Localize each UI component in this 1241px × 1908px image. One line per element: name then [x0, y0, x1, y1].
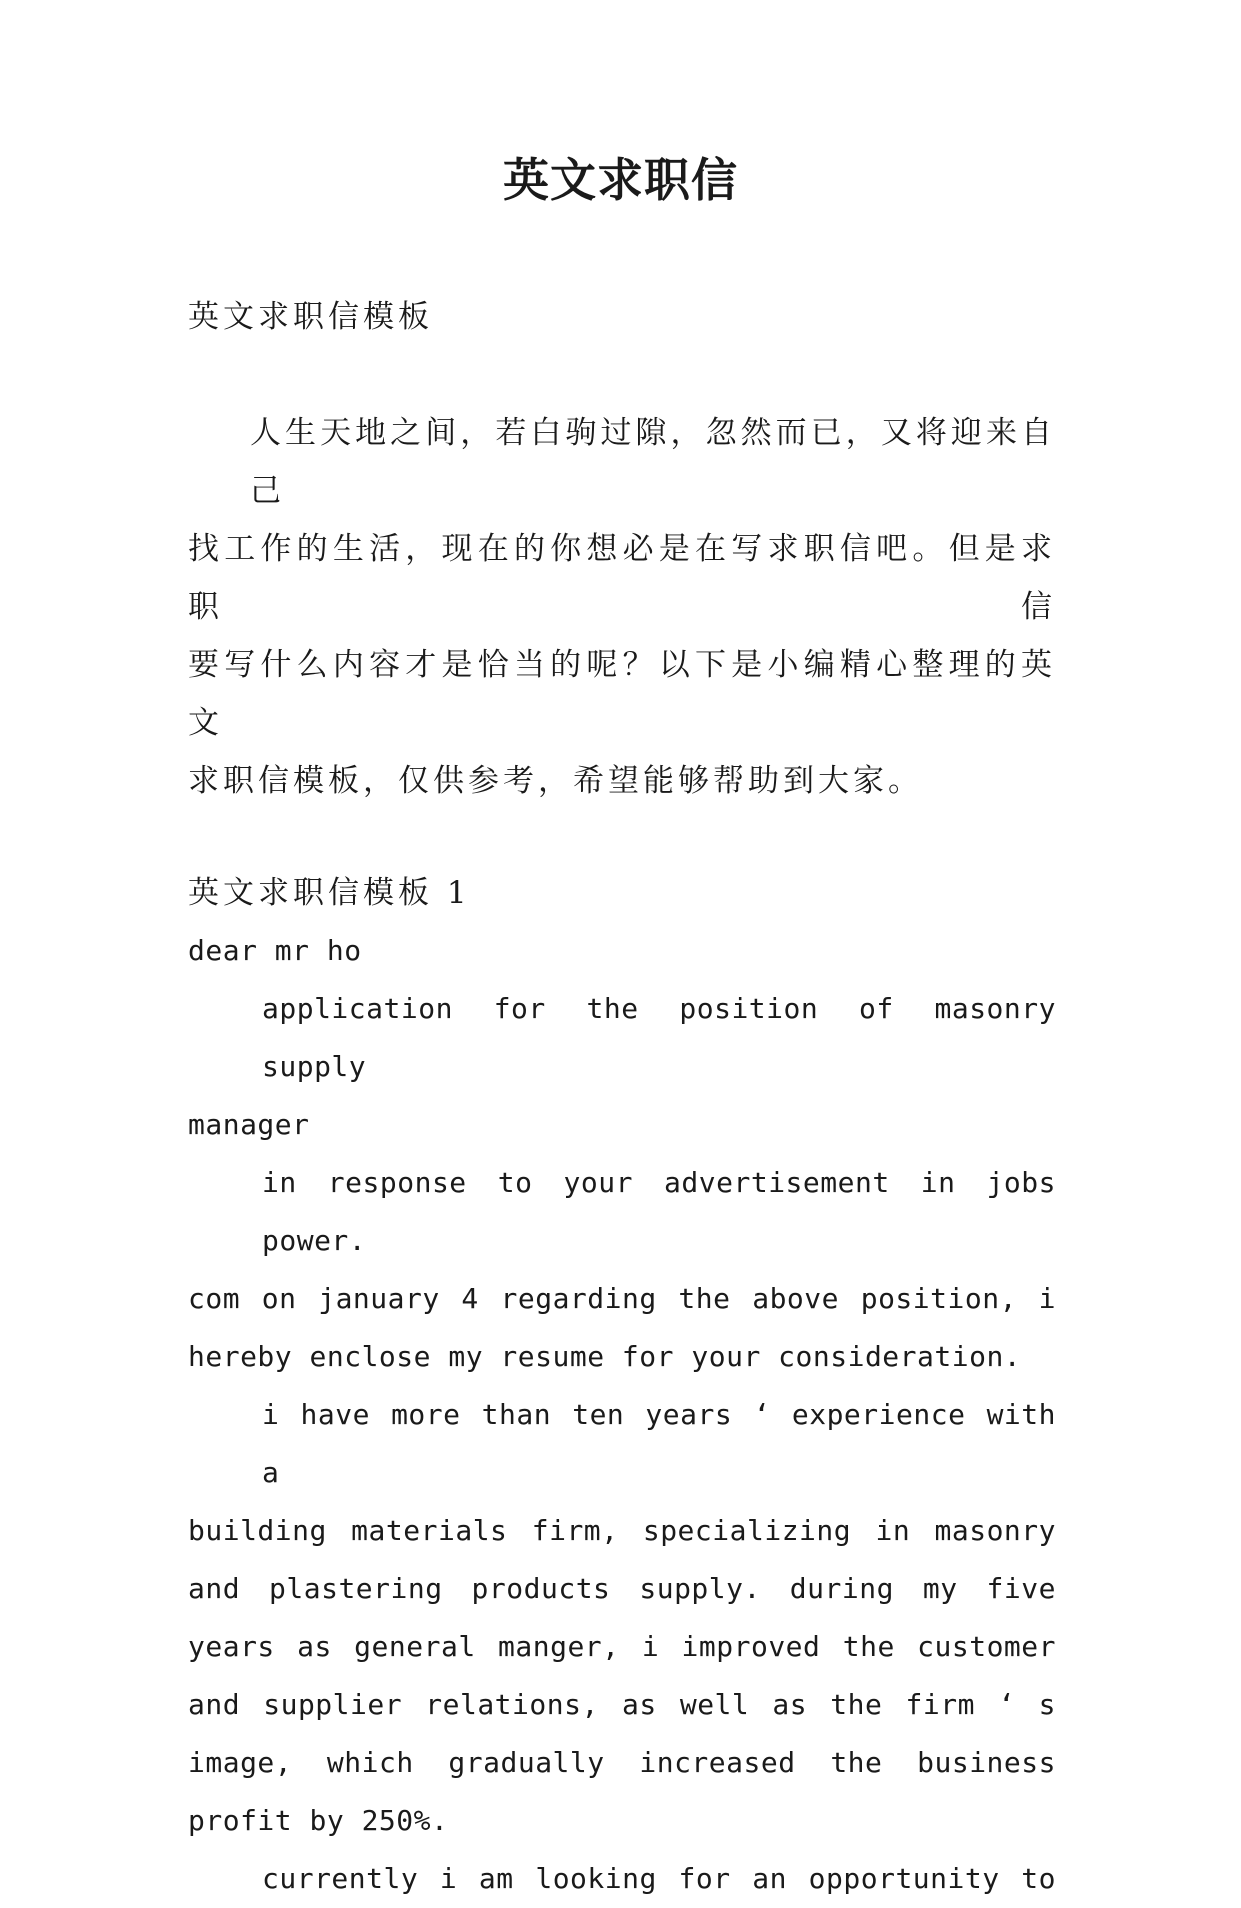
intro-line: 人生天地之间，若白驹过隙，忽然而已，又将迎来自己 [250, 415, 1056, 509]
letter-line: hereby enclose my resume for your consideration. [188, 1340, 1022, 1373]
intro-line: 找工作的生活，现在的你想必是在写求职信吧。但是求职信 [188, 531, 1056, 625]
document-body [188, 288, 1056, 1908]
letter-line: image, which gradually increased the business [188, 1746, 1056, 1779]
letter-line: currently i am looking for an opportunity to [262, 1862, 1056, 1895]
document-title: 英文求职信 [503, 153, 738, 207]
letter-line: manager [188, 1108, 310, 1141]
letter-line: com on january 4 regarding the above position, i [188, 1282, 1056, 1315]
template-heading: 英文求职信模板 [188, 299, 433, 335]
letter-body [188, 980, 1056, 1908]
letter-line: and supplier relations, as well as the firm ‘ s [188, 1688, 1056, 1721]
letter-line: i have more than ten years ‘ experience with a [262, 1398, 1056, 1489]
letter-line: application for the position of masonry supply [262, 992, 1056, 1083]
letter-line: building materials firm, specializing in masonry [188, 1514, 1056, 1547]
intro-line: 求职信模板，仅供参考，希望能够帮助到大家。 [188, 763, 923, 799]
intro-paragraph [188, 404, 1056, 810]
letter-line: and plastering products supply. during my five [188, 1572, 1056, 1605]
letter-line: years as general manger, i improved the customer [188, 1630, 1056, 1663]
letter-line: in response to your advertisement in jobs power. [262, 1166, 1056, 1257]
letter-line: profit by 250%. [188, 1804, 449, 1837]
salutation: dear mr ho [188, 934, 362, 967]
intro-line: 要写什么内容才是恰当的呢？以下是小编精心整理的英文 [188, 647, 1056, 741]
section-heading: 英文求职信模板 1 [188, 875, 471, 911]
